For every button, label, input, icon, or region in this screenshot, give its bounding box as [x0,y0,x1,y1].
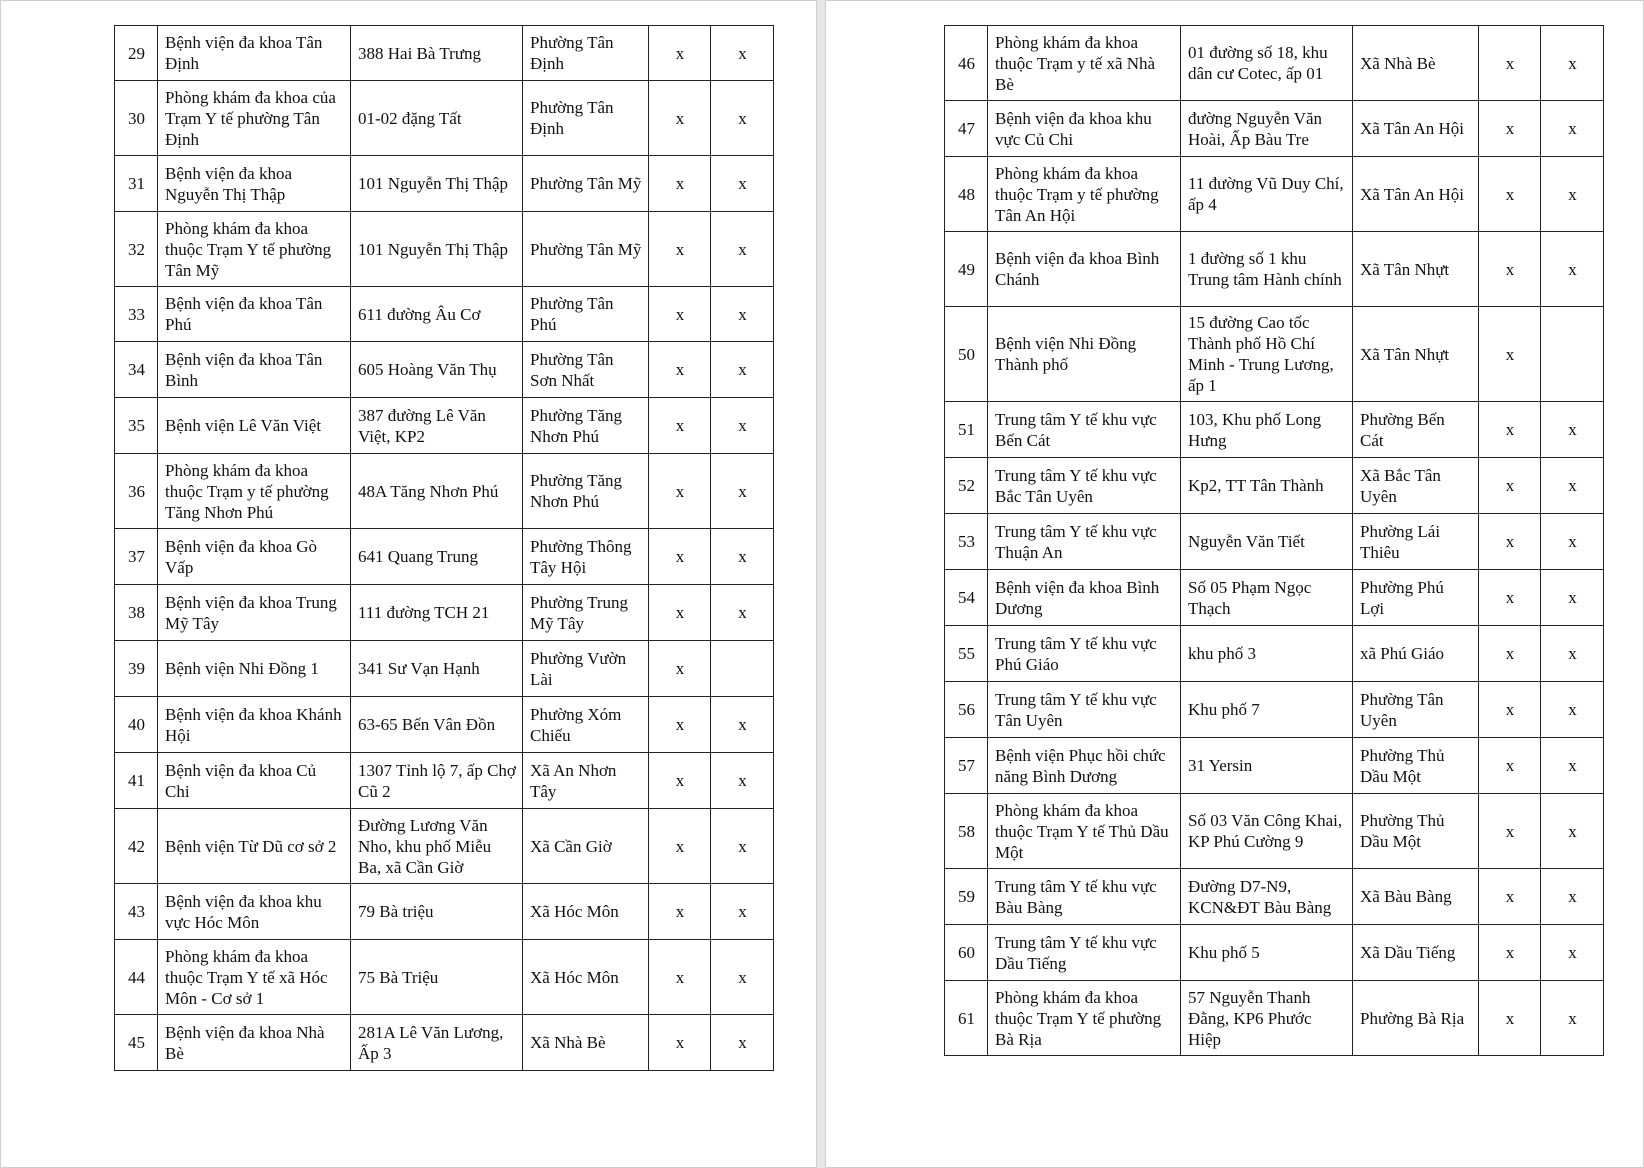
mark-cell-1: x [1479,626,1541,682]
ward-cell: Xã Tân Nhựt [1353,232,1479,307]
address-cell: Số 03 Văn Công Khai, KP Phú Cường 9 [1181,794,1353,869]
address-cell: 641 Quang Trung [351,529,523,585]
address-cell: 01-02 đặng Tất [351,81,523,156]
address-cell: 11 đường Vũ Duy Chí, ấp 4 [1181,157,1353,232]
facility-name-cell: Phòng khám đa khoa thuộc Trạm Y tế xã Hóc Môn - Cơ sở 1 [158,940,351,1015]
facility-name-cell: Bệnh viện đa khoa Tân Định [158,26,351,81]
mark-cell-2 [711,641,774,697]
facility-name-cell: Trung tâm Y tế khu vực Bàu Bàng [988,869,1181,925]
row-number-cell: 42 [115,809,158,884]
mark-cell-2: x [1541,232,1604,307]
facility-name-cell: Phòng khám đa khoa thuộc Trạm Y tế phường Tân Mỹ [158,212,351,287]
mark-cell-2: x [711,753,774,809]
mark-cell-1: x [1479,307,1541,402]
ward-cell: Phường Tân Định [523,26,649,81]
mark-cell-1: x [1479,981,1541,1056]
facility-name-cell: Phòng khám đa khoa thuộc Trạm y tế xã Nhà Bè [988,26,1181,101]
address-cell: 341 Sư Vạn Hạnh [351,641,523,697]
table-body-left [115,26,774,1071]
row-number-cell: 52 [945,458,988,514]
table-row [115,287,774,342]
facility-name-cell: Bệnh viện đa khoa khu vực Củ Chi [988,101,1181,157]
facility-name-cell: Phòng khám đa khoa thuộc Trạm Y tế phường Bà Rịa [988,981,1181,1056]
row-number-cell: 49 [945,232,988,307]
facility-name-cell: Phòng khám đa khoa thuộc Trạm y tế phường Tân An Hội [988,157,1181,232]
address-cell: Số 05 Phạm Ngọc Thạch [1181,570,1353,626]
table-row [945,101,1604,157]
ward-cell: Phường Lái Thiêu [1353,514,1479,570]
table-row [115,884,774,940]
facility-name-cell: Bệnh viện đa khoa khu vực Hóc Môn [158,884,351,940]
ward-cell: Phường Tân Uyên [1353,682,1479,738]
ward-cell: Xã Tân Nhựt [1353,307,1479,402]
mark-cell-2: x [1541,981,1604,1056]
mark-cell-2 [1541,307,1604,402]
address-cell: khu phố 3 [1181,626,1353,682]
facility-name-cell: Phòng khám đa khoa thuộc Trạm y tế phường Tăng Nhơn Phú [158,454,351,529]
address-cell: 63-65 Bến Vân Đồn [351,697,523,753]
address-cell: Đường Lương Văn Nho, khu phố Miễu Ba, xã Cần Giờ [351,809,523,884]
ward-cell: Xã Nhà Bè [1353,26,1479,101]
row-number-cell: 51 [945,402,988,458]
table-row [945,869,1604,925]
mark-cell-2: x [711,454,774,529]
mark-cell-2: x [711,1015,774,1071]
address-cell: 101 Nguyễn Thị Thập [351,212,523,287]
ward-cell: Phường Bà Rịa [1353,981,1479,1056]
mark-cell-2: x [711,212,774,287]
address-cell: 387 đường Lê Văn Việt, KP2 [351,398,523,454]
mark-cell-2: x [711,342,774,398]
facility-name-cell: Bệnh viện Lê Văn Việt [158,398,351,454]
mark-cell-1: x [1479,682,1541,738]
row-number-cell: 59 [945,869,988,925]
facility-name-cell: Trung tâm Y tế khu vực Dầu Tiếng [988,925,1181,981]
facility-name-cell: Bệnh viện đa khoa Nhà Bè [158,1015,351,1071]
table-body-right [945,26,1604,1056]
ward-cell: Phường Thủ Dầu Một [1353,794,1479,869]
row-number-cell: 47 [945,101,988,157]
mark-cell-1: x [649,697,711,753]
facility-name-cell: Bệnh viện đa khoa Khánh Hội [158,697,351,753]
address-cell: 15 đường Cao tốc Thành phố Hồ Chí Minh - Trung Lương, ấp 1 [1181,307,1353,402]
ward-cell: Xã Hóc Môn [523,940,649,1015]
mark-cell-2: x [711,585,774,641]
table-row [115,697,774,753]
mark-cell-2: x [711,156,774,212]
facility-name-cell: Bệnh viện đa khoa Tân Bình [158,342,351,398]
table-row [945,981,1604,1056]
table-row [945,682,1604,738]
table-row [115,212,774,287]
ward-cell: Phường Tân Sơn Nhất [523,342,649,398]
table-row [115,342,774,398]
address-cell: 281A Lê Văn Lương, Ấp 3 [351,1015,523,1071]
ward-cell: Xã Tân An Hội [1353,101,1479,157]
row-number-cell: 54 [945,570,988,626]
hospital-table-left [114,25,774,1071]
mark-cell-1: x [1479,232,1541,307]
table-row [945,738,1604,794]
ward-cell: Phường Tân Mỹ [523,156,649,212]
row-number-cell: 60 [945,925,988,981]
table-row [115,585,774,641]
mark-cell-2: x [1541,570,1604,626]
ward-cell: Phường Bến Cát [1353,402,1479,458]
address-cell: Khu phố 5 [1181,925,1353,981]
mark-cell-1: x [1479,157,1541,232]
row-number-cell: 31 [115,156,158,212]
ward-cell: xã Phú Giáo [1353,626,1479,682]
mark-cell-2: x [711,884,774,940]
facility-name-cell: Bệnh viện đa khoa Gò Vấp [158,529,351,585]
row-number-cell: 33 [115,287,158,342]
ward-cell: Phường Tăng Nhơn Phú [523,454,649,529]
mark-cell-2: x [1541,514,1604,570]
row-number-cell: 30 [115,81,158,156]
row-number-cell: 48 [945,157,988,232]
mark-cell-1: x [649,212,711,287]
address-cell: 01 đường số 18, khu dân cư Cotec, ấp 01 [1181,26,1353,101]
mark-cell-1: x [1479,514,1541,570]
ward-cell: Phường Tân Định [523,81,649,156]
ward-cell: Phường Thủ Dầu Một [1353,738,1479,794]
address-cell: 1307 Tỉnh lộ 7, ấp Chợ Cũ 2 [351,753,523,809]
row-number-cell: 57 [945,738,988,794]
mark-cell-2: x [1541,157,1604,232]
facility-name-cell: Bệnh viện đa khoa Tân Phú [158,287,351,342]
table-row [115,1015,774,1071]
address-cell: 57 Nguyễn Thanh Đằng, KP6 Phước Hiệp [1181,981,1353,1056]
row-number-cell: 37 [115,529,158,585]
mark-cell-1: x [1479,458,1541,514]
table-row [115,809,774,884]
table-row [115,940,774,1015]
facility-name-cell: Bệnh viện đa khoa Trung Mỹ Tây [158,585,351,641]
row-number-cell: 53 [945,514,988,570]
table-row [945,157,1604,232]
facility-name-cell: Phòng khám đa khoa thuộc Trạm Y tế Thủ Dầu Một [988,794,1181,869]
mark-cell-2: x [1541,682,1604,738]
facility-name-cell: Bệnh viện đa khoa Bình Chánh [988,232,1181,307]
address-cell: 101 Nguyễn Thị Thập [351,156,523,212]
facility-name-cell: Bệnh viện Từ Dũ cơ sở 2 [158,809,351,884]
ward-cell: Xã Dầu Tiếng [1353,925,1479,981]
ward-cell: Xã Tân An Hội [1353,157,1479,232]
mark-cell-1: x [1479,738,1541,794]
ward-cell: Xã Nhà Bè [523,1015,649,1071]
mark-cell-1: x [1479,794,1541,869]
address-cell: đường Nguyễn Văn Hoài, Ấp Bàu Tre [1181,101,1353,157]
table-row [945,794,1604,869]
table-row [945,626,1604,682]
table-row [945,570,1604,626]
table-row [115,641,774,697]
mark-cell-2: x [1541,458,1604,514]
table-row [115,156,774,212]
ward-cell: Xã Bắc Tân Uyên [1353,458,1479,514]
mark-cell-1: x [649,156,711,212]
mark-cell-2: x [1541,794,1604,869]
mark-cell-2: x [711,398,774,454]
mark-cell-1: x [1479,101,1541,157]
mark-cell-1: x [649,1015,711,1071]
facility-name-cell: Trung tâm Y tế khu vực Thuận An [988,514,1181,570]
mark-cell-1: x [649,809,711,884]
mark-cell-1: x [649,342,711,398]
address-cell: Đường D7-N9, KCN&ĐT Bàu Bàng [1181,869,1353,925]
facility-name-cell: Phòng khám đa khoa của Trạm Y tế phường Tân Định [158,81,351,156]
address-cell: 111 đường TCH 21 [351,585,523,641]
mark-cell-2: x [1541,402,1604,458]
mark-cell-1: x [1479,26,1541,101]
mark-cell-1: x [649,641,711,697]
table-row [115,81,774,156]
ward-cell: Phường Phú Lợi [1353,570,1479,626]
row-number-cell: 34 [115,342,158,398]
document-page-right [825,0,1644,1168]
facility-name-cell: Bệnh viện Nhi Đồng Thành phố [988,307,1181,402]
mark-cell-2: x [711,81,774,156]
mark-cell-2: x [1541,626,1604,682]
mark-cell-2: x [711,529,774,585]
mark-cell-1: x [649,81,711,156]
address-cell: 605 Hoàng Văn Thụ [351,342,523,398]
ward-cell: Phường Tăng Nhơn Phú [523,398,649,454]
mark-cell-2: x [1541,925,1604,981]
ward-cell: Phường Thông Tây Hội [523,529,649,585]
mark-cell-2: x [711,809,774,884]
row-number-cell: 41 [115,753,158,809]
mark-cell-1: x [649,26,711,81]
row-number-cell: 50 [945,307,988,402]
ward-cell: Phường Vườn Lài [523,641,649,697]
ward-cell: Phường Xóm Chiếu [523,697,649,753]
row-number-cell: 39 [115,641,158,697]
document-page-left [0,0,817,1168]
address-cell: 31 Yersin [1181,738,1353,794]
facility-name-cell: Trung tâm Y tế khu vực Tân Uyên [988,682,1181,738]
row-number-cell: 45 [115,1015,158,1071]
row-number-cell: 46 [945,26,988,101]
row-number-cell: 43 [115,884,158,940]
address-cell: 1 đường số 1 khu Trung tâm Hành chính [1181,232,1353,307]
address-cell: 611 đường Âu Cơ [351,287,523,342]
mark-cell-1: x [649,753,711,809]
facility-name-cell: Trung tâm Y tế khu vực Bến Cát [988,402,1181,458]
address-cell: 388 Hai Bà Trưng [351,26,523,81]
mark-cell-1: x [649,529,711,585]
row-number-cell: 56 [945,682,988,738]
table-row [945,402,1604,458]
address-cell: 79 Bà triệu [351,884,523,940]
mark-cell-2: x [711,697,774,753]
hospital-table-right [944,25,1604,1056]
facility-name-cell: Bệnh viện Phục hồi chức năng Bình Dương [988,738,1181,794]
mark-cell-2: x [711,287,774,342]
facility-name-cell: Trung tâm Y tế khu vực Phú Giáo [988,626,1181,682]
table-row [945,232,1604,307]
row-number-cell: 58 [945,794,988,869]
mark-cell-1: x [649,585,711,641]
table-row [115,454,774,529]
table-row [115,529,774,585]
row-number-cell: 38 [115,585,158,641]
mark-cell-1: x [1479,869,1541,925]
row-number-cell: 44 [115,940,158,1015]
row-number-cell: 61 [945,981,988,1056]
table-row [945,307,1604,402]
mark-cell-2: x [1541,738,1604,794]
mark-cell-1: x [649,454,711,529]
row-number-cell: 40 [115,697,158,753]
ward-cell: Phường Tân Phú [523,287,649,342]
row-number-cell: 29 [115,26,158,81]
mark-cell-1: x [649,398,711,454]
facility-name-cell: Bệnh viện Nhi Đồng 1 [158,641,351,697]
mark-cell-2: x [1541,26,1604,101]
table-row [945,26,1604,101]
row-number-cell: 55 [945,626,988,682]
ward-cell: Xã Cần Giờ [523,809,649,884]
address-cell: Khu phố 7 [1181,682,1353,738]
table-row [945,458,1604,514]
mark-cell-1: x [649,940,711,1015]
mark-cell-2: x [1541,101,1604,157]
address-cell: 75 Bà Triệu [351,940,523,1015]
facility-name-cell: Bệnh viện đa khoa Nguyễn Thị Thập [158,156,351,212]
mark-cell-1: x [1479,570,1541,626]
table-row [115,26,774,81]
ward-cell: Xã An Nhơn Tây [523,753,649,809]
row-number-cell: 35 [115,398,158,454]
mark-cell-1: x [649,287,711,342]
table-row [115,753,774,809]
facility-name-cell: Bệnh viện đa khoa Bình Dương [988,570,1181,626]
table-row [115,398,774,454]
mark-cell-1: x [1479,925,1541,981]
mark-cell-2: x [711,940,774,1015]
ward-cell: Phường Tân Mỹ [523,212,649,287]
table-row [945,514,1604,570]
mark-cell-1: x [649,884,711,940]
mark-cell-1: x [1479,402,1541,458]
address-cell: Nguyễn Văn Tiết [1181,514,1353,570]
table-row [945,925,1604,981]
row-number-cell: 36 [115,454,158,529]
address-cell: 103, Khu phố Long Hưng [1181,402,1353,458]
ward-cell: Xã Bàu Bàng [1353,869,1479,925]
mark-cell-2: x [1541,869,1604,925]
address-cell: Kp2, TT Tân Thành [1181,458,1353,514]
ward-cell: Phường Trung Mỹ Tây [523,585,649,641]
row-number-cell: 32 [115,212,158,287]
mark-cell-2: x [711,26,774,81]
facility-name-cell: Bệnh viện đa khoa Củ Chi [158,753,351,809]
address-cell: 48A Tăng Nhơn Phú [351,454,523,529]
ward-cell: Xã Hóc Môn [523,884,649,940]
facility-name-cell: Trung tâm Y tế khu vực Bắc Tân Uyên [988,458,1181,514]
